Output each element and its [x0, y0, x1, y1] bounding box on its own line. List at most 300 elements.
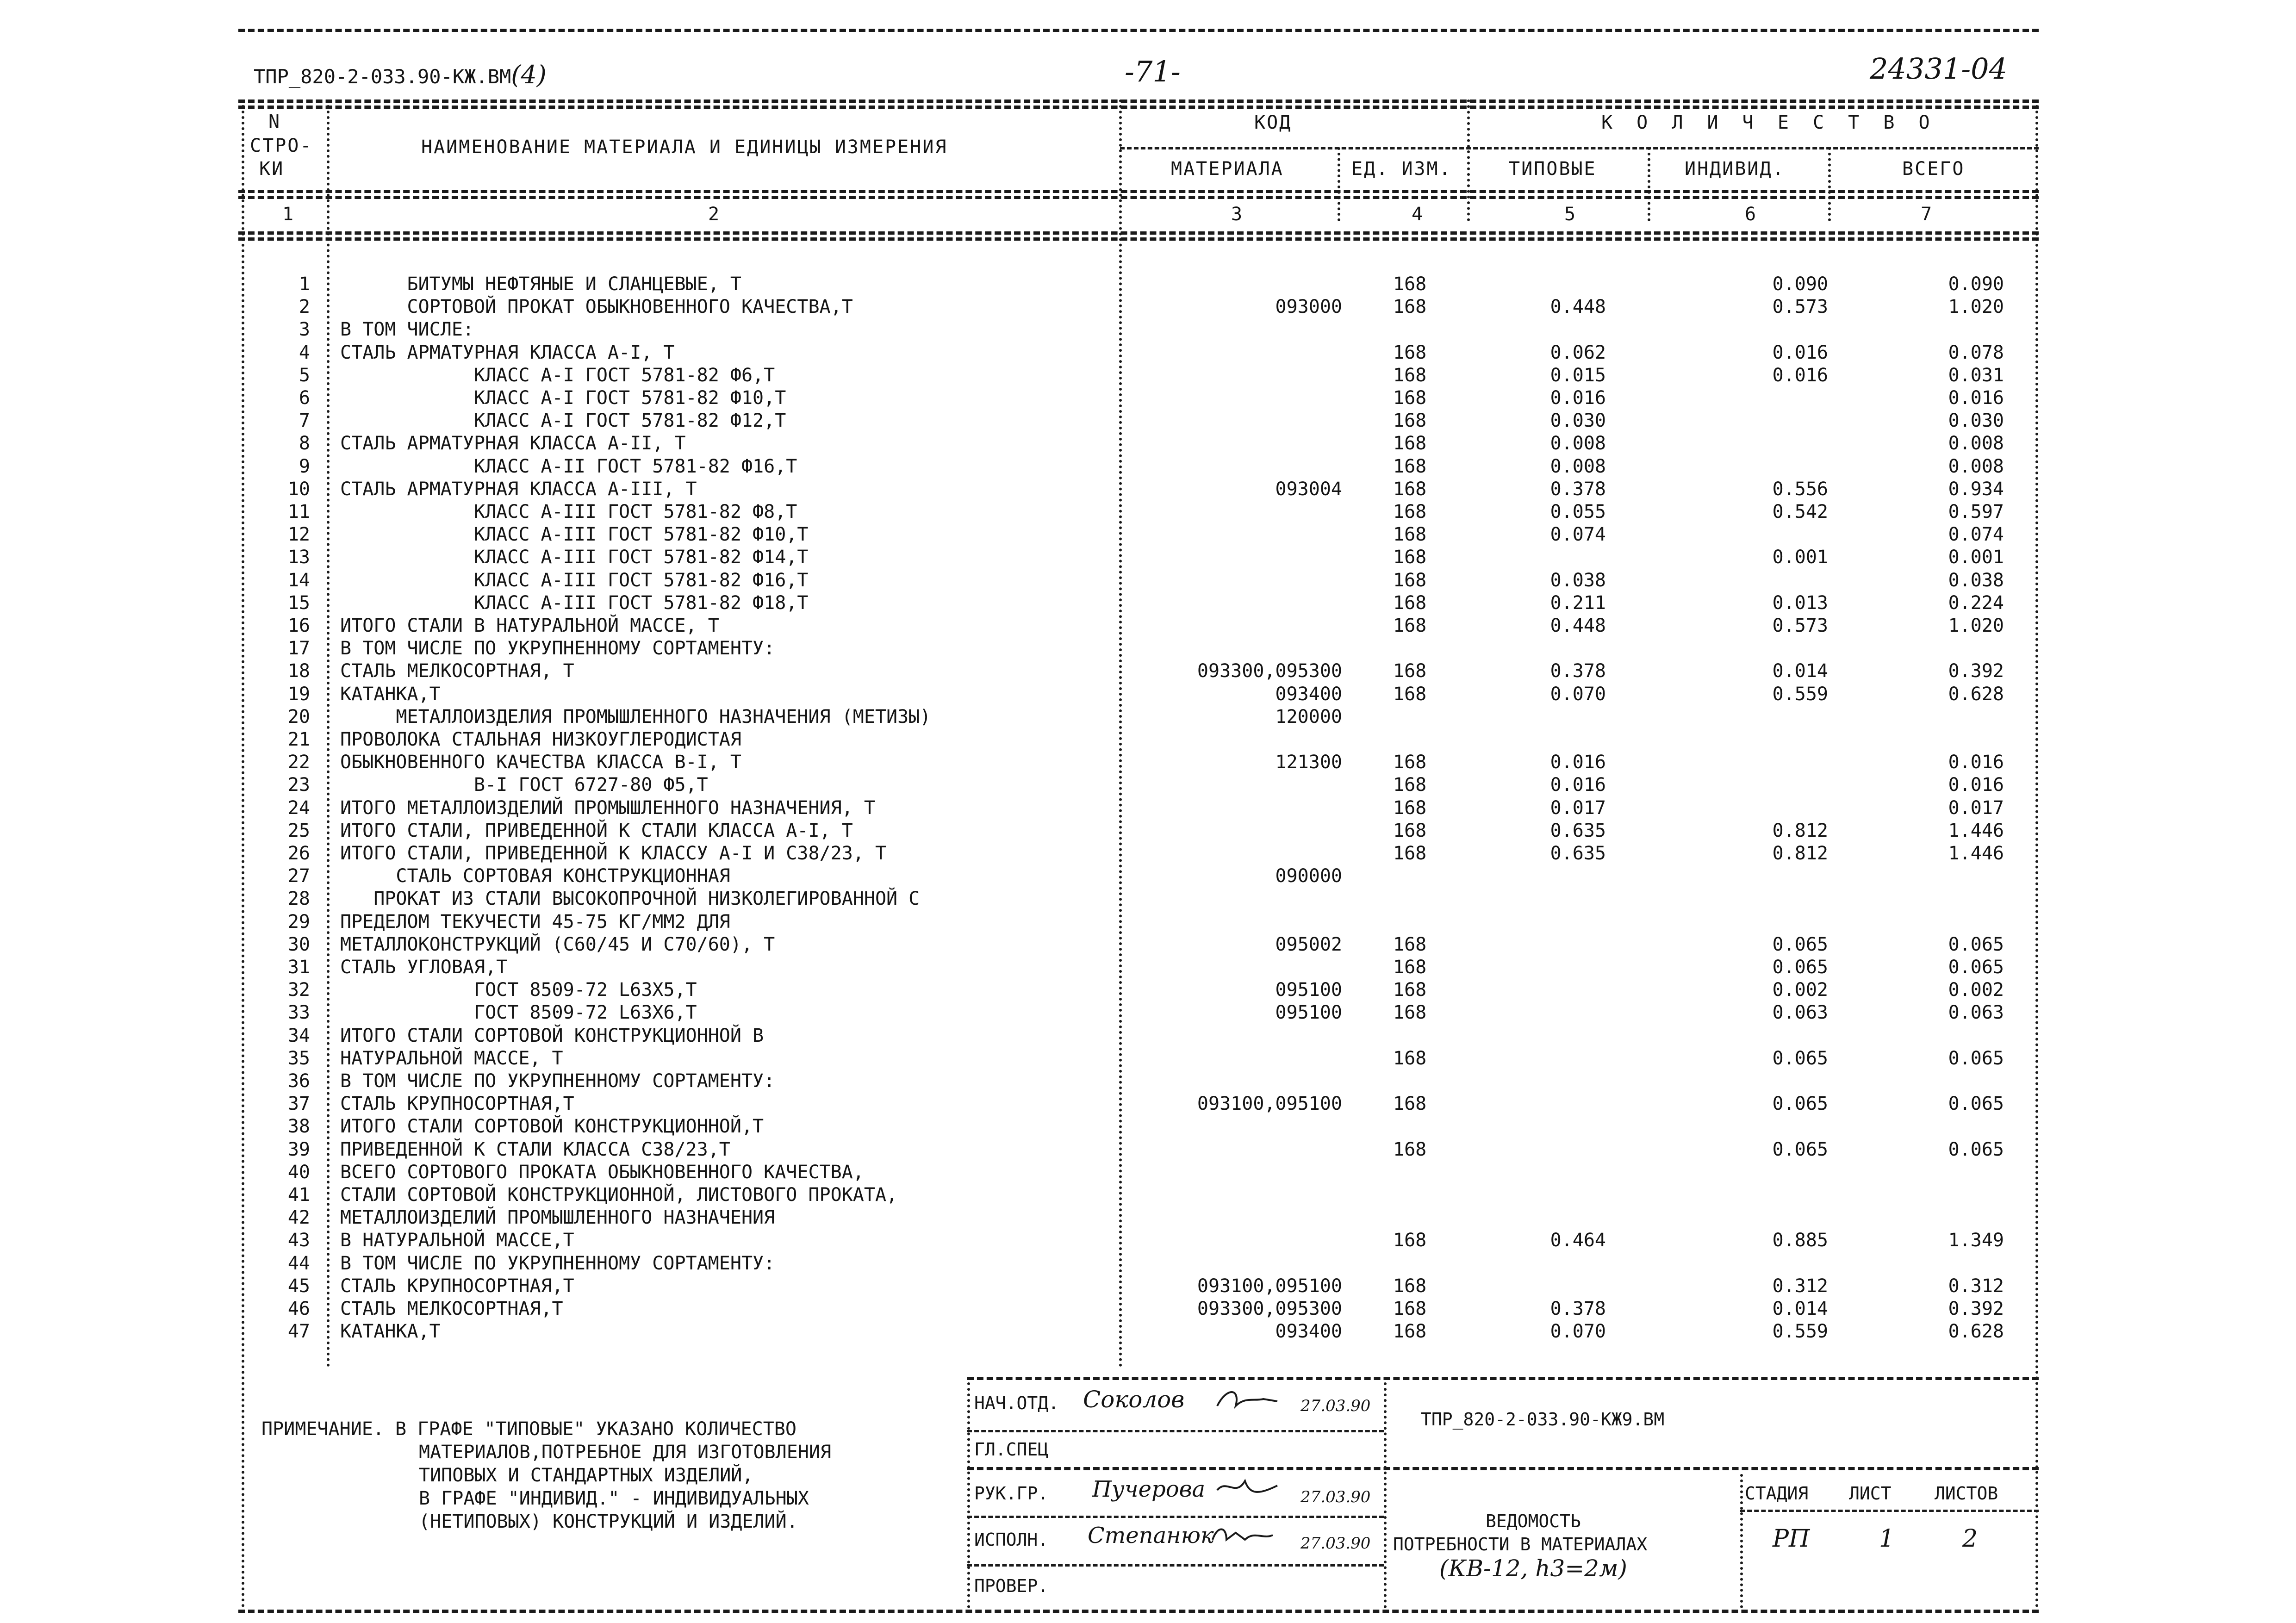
stamp-rule-top	[967, 1377, 2039, 1380]
row-material-name: СТАЛЬ МЕЛКОСОРТНАЯ, Т	[340, 660, 574, 682]
table-row	[0, 1025, 2296, 1047]
row-qty-typical: 0.008	[1550, 433, 1606, 454]
signature-2	[1213, 1476, 1282, 1499]
row-unit: 168	[1393, 433, 1427, 454]
table-row	[0, 911, 2296, 933]
row-material-name: ИТОГО СТАЛИ, ПРИВЕДЕННОЙ К КЛАССУ А-I И С38/23, Т	[340, 843, 887, 864]
row-number: 38	[287, 1116, 310, 1138]
row-number: 45	[287, 1275, 310, 1297]
row-material-name: КЛАСС А-III ГОСТ 5781-82 Ф16,Т	[340, 569, 809, 591]
row-number: 7	[299, 410, 310, 432]
col-num-1: 1	[282, 204, 295, 225]
table-row	[0, 296, 2296, 318]
row-unit: 168	[1393, 501, 1427, 522]
row-number: 26	[287, 843, 310, 864]
row-number: 18	[287, 660, 310, 682]
row-material-code: 090000	[1275, 865, 1342, 887]
col-num-6: 6	[1745, 204, 1758, 225]
stamp-ruk-gr-name: Пучерова	[1092, 1476, 1206, 1502]
col-qty-group: К О Л И Ч Е С Т В О	[1601, 112, 1936, 133]
table-row	[0, 797, 2296, 820]
row-number: 10	[287, 478, 310, 500]
row-qty-total: 0.016	[1948, 752, 2004, 773]
stamp-nach-otd-label: НАЧ.ОТД.	[974, 1393, 1059, 1413]
row-qty-total: 0.392	[1948, 1298, 2004, 1319]
header-mid-rule	[1120, 147, 2039, 149]
row-number: 29	[287, 911, 310, 933]
stamp-nach-otd-date: 27.03.90	[1300, 1397, 1371, 1415]
row-unit: 168	[1393, 364, 1427, 386]
note-line-4: В ГРАФЕ "ИНДИВИД." - ИНДИВИДУАЛЬНЫХ	[419, 1488, 809, 1509]
row-material-name: ОБЫКНОВЕННОГО КАЧЕСТВА КЛАССА В-I, Т	[340, 752, 741, 773]
row-material-name: КЛАСС А-III ГОСТ 5781-82 Ф14,Т	[340, 547, 809, 568]
row-qty-total: 0.001	[1948, 547, 2004, 568]
stamp-rule-1	[967, 1430, 1384, 1432]
col-individual-header: ИНДИВИД.	[1685, 158, 1785, 180]
row-material-code: 120000	[1275, 706, 1342, 728]
stamp-ruk-gr-date: 27.03.90	[1300, 1488, 1371, 1506]
row-unit: 168	[1393, 774, 1427, 796]
row-unit: 168	[1393, 615, 1427, 636]
row-qty-total: 0.597	[1948, 501, 2004, 522]
row-material-name: В ТОМ ЧИСЛЕ ПО УКРУПНЕННОМУ СОРТАМЕНТУ:	[340, 1252, 775, 1274]
row-number: 39	[287, 1138, 310, 1160]
stamp-sep-1	[1384, 1377, 1387, 1608]
col-total-header: ВСЕГО	[1902, 158, 1965, 180]
stamp-stage-value: РП	[1773, 1525, 1810, 1553]
row-material-code: 093400	[1275, 683, 1342, 705]
row-qty-individual: 0.542	[1772, 501, 1828, 522]
col-num-3: 3	[1231, 204, 1244, 225]
row-material-name: ИТОГО СТАЛИ, ПРИВЕДЕННОЙ К СТАЛИ КЛАССА А-I, Т	[340, 820, 853, 841]
stamp-sheet-label: ЛИСТ	[1849, 1483, 1892, 1504]
row-qty-total: 0.628	[1948, 683, 2004, 705]
stamp-ispoln-date: 27.03.90	[1300, 1534, 1371, 1553]
col-n-line2: СТРО-	[250, 135, 313, 156]
row-material-name: В ТОМ ЧИСЛЕ ПО УКРУПНЕННОМУ СОРТАМЕНТУ:	[340, 1070, 775, 1092]
row-unit: 168	[1393, 296, 1427, 318]
row-number: 16	[287, 615, 310, 636]
row-material-code: 093100,095100	[1197, 1275, 1342, 1297]
row-unit: 168	[1393, 797, 1427, 819]
stamp-rule-2	[967, 1467, 2039, 1470]
row-number: 3	[299, 319, 310, 341]
row-qty-typical: 0.030	[1550, 410, 1606, 432]
row-material-name: КЛАСС А-I ГОСТ 5781-82 Ф10,Т	[340, 387, 786, 409]
table-row	[0, 979, 2296, 1001]
row-qty-total: 0.065	[1948, 1138, 2004, 1160]
col-name-header: НАИМЕНОВАНИЕ МАТЕРИАЛА И ЕДИНИЦЫ ИЗМЕРЕНИЯ	[421, 137, 948, 158]
row-material-code: 093400	[1275, 1321, 1342, 1343]
row-qty-total: 0.002	[1948, 979, 2004, 1001]
table-row	[0, 410, 2296, 432]
table-row	[0, 660, 2296, 683]
row-qty-typical: 0.062	[1550, 342, 1606, 363]
row-number: 15	[287, 592, 310, 614]
table-row	[0, 1252, 2296, 1275]
archive-number: 24331-04	[1870, 52, 2008, 86]
row-number: 44	[287, 1252, 310, 1274]
col-n-line3: КИ	[259, 158, 285, 180]
stamp-rule-5	[967, 1564, 1384, 1567]
row-qty-individual: 0.063	[1772, 1002, 1828, 1024]
header-rule-top	[238, 99, 2039, 103]
row-material-code: 121300	[1275, 752, 1342, 773]
row-unit: 168	[1393, 1321, 1427, 1343]
bottom-rule	[238, 1610, 2039, 1613]
stamp-prover-label: ПРОВЕР.	[974, 1576, 1049, 1596]
row-qty-individual: 0.016	[1772, 364, 1828, 386]
row-unit: 168	[1393, 957, 1427, 978]
row-unit: 168	[1393, 1093, 1427, 1115]
stamp-sheet-value: 1	[1879, 1525, 1895, 1553]
stamp-gl-spec-label: ГЛ.СПЕЦ	[974, 1439, 1049, 1460]
row-qty-total: 0.065	[1948, 1093, 2004, 1115]
row-qty-total: 0.008	[1948, 455, 2004, 477]
table-row	[0, 523, 2296, 546]
col-typical-header: ТИПОВЫЕ	[1509, 158, 1597, 180]
signature-1	[1213, 1387, 1282, 1411]
row-material-name: ИТОГО СТАЛИ В НАТУРАЛЬНОЙ МАССЕ, Т	[340, 615, 719, 636]
row-material-name: СТАЛЬ МЕЛКОСОРТНАЯ,Т	[340, 1298, 563, 1319]
col-num-2: 2	[708, 204, 721, 225]
row-qty-total: 0.090	[1948, 274, 2004, 295]
row-unit: 168	[1393, 274, 1427, 295]
stamp-ispoln-name: Степанюк	[1088, 1523, 1214, 1548]
row-qty-individual: 0.559	[1772, 1321, 1828, 1343]
row-material-name: СТАЛЬ СОРТОВАЯ КОНСТРУКЦИОННАЯ	[340, 865, 730, 887]
col-code-header-bottom: МАТЕРИАЛА	[1171, 158, 1284, 180]
row-material-name: МЕТАЛЛОКОНСТРУКЦИЙ (С60/45 И С70/60), Т	[340, 933, 775, 955]
row-qty-typical: 0.635	[1550, 820, 1606, 841]
row-qty-typical: 0.038	[1550, 569, 1606, 591]
row-material-name: МЕТАЛЛОИЗДЕЛИЙ ПРОМЫШЛЕННОГО НАЗНАЧЕНИЯ	[340, 1207, 775, 1229]
row-material-name: ВСЕГО СОРТОВОГО ПРОКАТА ОБЫКНОВЕННОГО КАЧЕСТВА,	[340, 1161, 864, 1183]
stamp-left-border	[967, 1377, 970, 1608]
row-number: 36	[287, 1070, 310, 1092]
col-code-header-top: КОД	[1254, 112, 1292, 133]
row-qty-typical: 0.016	[1550, 387, 1606, 409]
stamp-ruk-gr-label: РУК.ГР.	[974, 1483, 1049, 1504]
table-row	[0, 956, 2296, 979]
row-qty-typical: 0.015	[1550, 364, 1606, 386]
row-material-name: ИТОГО СТАЛИ СОРТОВОЙ КОНСТРУКЦИОННОЙ В	[340, 1025, 764, 1046]
row-number: 17	[287, 638, 310, 659]
col-sep-unit	[1467, 99, 1470, 221]
row-material-name: В ТОМ ЧИСЛЕ ПО УКРУПНЕННОМУ СОРТАМЕНТУ:	[340, 638, 775, 659]
row-qty-typical: 0.074	[1550, 524, 1606, 546]
col-num-5: 5	[1564, 204, 1577, 225]
row-unit: 168	[1393, 1002, 1427, 1024]
row-qty-typical: 0.378	[1550, 660, 1606, 682]
row-qty-total: 0.628	[1948, 1321, 2004, 1343]
table-row	[0, 728, 2296, 751]
row-qty-typical: 0.070	[1550, 683, 1606, 705]
row-qty-total: 0.016	[1948, 387, 2004, 409]
row-material-name: СТАЛЬ УГЛОВАЯ,Т	[340, 957, 508, 978]
row-number: 6	[299, 387, 310, 409]
row-unit: 168	[1393, 979, 1427, 1001]
stamp-sep-2	[1740, 1474, 1743, 1608]
row-unit: 168	[1393, 524, 1427, 546]
row-qty-total: 0.065	[1948, 957, 2004, 978]
row-material-name: СТАЛЬ АРМАТУРНАЯ КЛАССА А-I, Т	[340, 342, 675, 363]
row-qty-total: 0.934	[1948, 478, 2004, 500]
row-material-name: КЛАСС А-III ГОСТ 5781-82 Ф18,Т	[340, 592, 809, 614]
table-row	[0, 637, 2296, 660]
row-qty-typical: 0.635	[1550, 843, 1606, 864]
table-row	[0, 1320, 2296, 1343]
col-sep-code	[1338, 147, 1340, 221]
table-row	[0, 1298, 2296, 1320]
table-row	[0, 455, 2296, 478]
row-qty-total: 0.065	[1948, 933, 2004, 955]
row-qty-total: 0.392	[1948, 660, 2004, 682]
row-qty-individual: 0.559	[1772, 683, 1828, 705]
row-qty-typical: 0.378	[1550, 478, 1606, 500]
doc-code: ТПР_820-2-033.90-КЖ.ВМ(4)	[254, 60, 547, 89]
row-material-name: СТАЛЬ КРУПНОСОРТНАЯ,Т	[340, 1275, 574, 1297]
row-number: 13	[287, 547, 310, 568]
row-qty-total: 0.078	[1948, 342, 2004, 363]
row-unit: 168	[1393, 752, 1427, 773]
table-row	[0, 1001, 2296, 1024]
row-qty-total: 0.031	[1948, 364, 2004, 386]
stamp-rule-3	[1740, 1510, 2039, 1512]
row-material-name: СТАЛИ СОРТОВОЙ КОНСТРУКЦИОННОЙ, ЛИСТОВОГО ПРОКАТА,	[340, 1184, 898, 1206]
row-qty-typical: 0.378	[1550, 1298, 1606, 1319]
table-row	[0, 318, 2296, 341]
note-line-5: (НЕТИПОВЫХ) КОНСТРУКЦИЙ И ИЗДЕЛИЙ.	[419, 1511, 798, 1532]
row-material-name: НАТУРАЛЬНОЙ МАССЕ, Т	[340, 1047, 563, 1069]
table-row	[0, 865, 2296, 888]
row-unit: 168	[1393, 547, 1427, 568]
row-number: 12	[287, 524, 310, 546]
row-qty-total: 1.446	[1948, 843, 2004, 864]
table-row	[0, 387, 2296, 410]
row-material-name: СОРТОВОЙ ПРОКАТ ОБЫКНОВЕННОГО КАЧЕСТВА,Т	[340, 296, 853, 318]
row-qty-individual: 0.002	[1772, 979, 1828, 1001]
table-row	[0, 592, 2296, 615]
row-qty-individual: 0.812	[1772, 843, 1828, 864]
row-number: 42	[287, 1207, 310, 1229]
row-qty-individual: 0.001	[1772, 547, 1828, 568]
header-rule-mid	[238, 190, 2039, 193]
table-row	[0, 706, 2296, 728]
row-material-name: МЕТАЛЛОИЗДЕЛИЯ ПРОМЫШЛЕННОГО НАЗНАЧЕНИЯ (МЕТИЗЫ)	[340, 706, 931, 728]
row-number: 41	[287, 1184, 310, 1206]
header-rule-top-2	[238, 106, 2039, 109]
row-qty-individual: 0.312	[1772, 1275, 1828, 1297]
header-rule-bottom	[238, 231, 2039, 235]
row-number: 40	[287, 1161, 310, 1183]
row-qty-total: 0.038	[1948, 569, 2004, 591]
row-number: 19	[287, 683, 310, 705]
col-unit-header: ЕД. ИЗМ.	[1351, 158, 1452, 180]
row-qty-individual: 0.812	[1772, 820, 1828, 841]
table-row	[0, 569, 2296, 592]
stamp-title-line-1: ВЕДОМОСТЬ	[1486, 1511, 1581, 1531]
row-qty-individual: 0.556	[1772, 478, 1828, 500]
row-qty-typical: 0.448	[1550, 615, 1606, 636]
row-qty-typical: 0.008	[1550, 455, 1606, 477]
row-number: 23	[287, 774, 310, 796]
table-row	[0, 364, 2296, 387]
row-qty-individual: 0.065	[1772, 1047, 1828, 1069]
stamp-sheets-label: ЛИСТОВ	[1935, 1483, 1998, 1504]
table-row	[0, 820, 2296, 842]
row-material-name: СТАЛЬ КРУПНОСОРТНАЯ,Т	[340, 1093, 574, 1115]
row-material-name: КЛАСС А-I ГОСТ 5781-82 Ф6,Т	[340, 364, 775, 386]
table-row	[0, 1115, 2296, 1138]
stamp-sheets-value: 2	[1962, 1525, 1978, 1553]
row-qty-individual: 0.065	[1772, 1093, 1828, 1115]
row-unit: 168	[1393, 683, 1427, 705]
row-qty-total: 0.016	[1948, 774, 2004, 796]
row-material-name: КЛАСС А-I ГОСТ 5781-82 Ф12,Т	[340, 410, 786, 432]
table-row	[0, 842, 2296, 865]
row-number: 9	[299, 455, 310, 477]
stamp-ispoln-label: ИСПОЛН.	[974, 1530, 1049, 1550]
row-qty-typical: 0.448	[1550, 296, 1606, 318]
row-qty-individual: 0.016	[1772, 342, 1828, 363]
col-sep-ind	[1828, 147, 1831, 221]
table-row	[0, 1138, 2296, 1161]
row-material-code: 093004	[1275, 478, 1342, 500]
row-qty-individual: 0.573	[1772, 615, 1828, 636]
note-line-1: ПРИМЕЧАНИЕ. В ГРАФЕ "ТИПОВЫЕ" УКАЗАНО КОЛИЧЕСТВО	[261, 1418, 796, 1440]
row-qty-total: 0.312	[1948, 1275, 2004, 1297]
table-row	[0, 432, 2296, 455]
row-material-name: ПРЕДЕЛОМ ТЕКУЧЕСТИ 45-75 КГ/ММ2 ДЛЯ	[340, 911, 730, 933]
row-unit: 168	[1393, 1298, 1427, 1319]
table-row	[0, 1184, 2296, 1206]
col-sep-typ	[1648, 147, 1650, 221]
row-qty-individual: 0.090	[1772, 274, 1828, 295]
row-material-name: ГОСТ 8509-72 L63Х5,Т	[340, 979, 697, 1001]
row-number: 11	[287, 501, 310, 522]
row-material-name: В ТОМ ЧИСЛЕ:	[340, 319, 474, 341]
row-material-code: 095100	[1275, 979, 1342, 1001]
row-material-name: ИТОГО МЕТАЛЛОИЗДЕЛИЙ ПРОМЫШЛЕННОГО НАЗНАЧЕНИЯ, Т	[340, 797, 875, 819]
row-number: 33	[287, 1002, 310, 1024]
row-material-name: ИТОГО СТАЛИ СОРТОВОЙ КОНСТРУКЦИОННОЙ,Т	[340, 1116, 764, 1138]
row-qty-individual: 0.573	[1772, 296, 1828, 318]
col-num-4: 4	[1412, 204, 1425, 225]
row-unit: 168	[1393, 933, 1427, 955]
stamp-title-line-2: ПОТРЕБНОСТИ В МАТЕРИАЛАХ	[1393, 1534, 1648, 1555]
row-unit: 168	[1393, 1138, 1427, 1160]
row-qty-total: 1.446	[1948, 820, 2004, 841]
table-row	[0, 478, 2296, 501]
header-rule-mid-2	[238, 196, 2039, 199]
row-qty-individual: 0.014	[1772, 660, 1828, 682]
row-qty-total: 0.008	[1948, 433, 2004, 454]
header-rule-bottom-2	[238, 237, 2039, 241]
row-number: 25	[287, 820, 310, 841]
row-number: 2	[299, 296, 310, 318]
row-material-name: БИТУМЫ НЕФТЯНЫЕ И СЛАНЦЕВЫЕ, Т	[340, 274, 741, 295]
row-unit: 168	[1393, 820, 1427, 841]
stamp-doc-code: ТПР_820-2-033.90-КЖ9.ВМ	[1421, 1409, 1665, 1430]
row-number: 37	[287, 1093, 310, 1115]
row-number: 35	[287, 1047, 310, 1069]
row-material-name: ПРОВОЛОКА СТАЛЬНАЯ НИЗКОУГЛЕРОДИСТАЯ	[340, 729, 741, 750]
row-qty-individual: 0.065	[1772, 957, 1828, 978]
row-material-name: ГОСТ 8509-72 L63Х6,Т	[340, 1002, 697, 1024]
row-qty-typical: 0.055	[1550, 501, 1606, 522]
row-qty-individual: 0.014	[1772, 1298, 1828, 1319]
row-qty-total: 0.224	[1948, 592, 2004, 614]
row-number: 4	[299, 342, 310, 363]
row-material-code: 093300,095300	[1197, 1298, 1342, 1319]
table-row	[0, 1093, 2296, 1115]
row-material-name: КАТАНКА,Т	[340, 1321, 441, 1343]
col-num-7: 7	[1921, 204, 1934, 225]
row-qty-total: 1.020	[1948, 615, 2004, 636]
row-unit: 168	[1393, 592, 1427, 614]
row-number: 20	[287, 706, 310, 728]
row-qty-typical: 0.070	[1550, 1321, 1606, 1343]
row-number: 22	[287, 752, 310, 773]
table-row	[0, 273, 2296, 296]
row-number: 31	[287, 957, 310, 978]
row-material-name: В-I ГОСТ 6727-80 Ф5,Т	[340, 774, 708, 796]
row-qty-typical: 0.017	[1550, 797, 1606, 819]
row-material-code: 095100	[1275, 1002, 1342, 1024]
row-material-code: 093300,095300	[1197, 660, 1342, 682]
row-qty-typical: 0.211	[1550, 592, 1606, 614]
row-material-code: 093000	[1275, 296, 1342, 318]
row-material-name: СТАЛЬ АРМАТУРНАЯ КЛАССА А-II, Т	[340, 433, 686, 454]
table-row	[0, 1161, 2296, 1184]
table-row	[0, 546, 2296, 569]
row-unit: 168	[1393, 387, 1427, 409]
row-material-code: 093100,095100	[1197, 1093, 1342, 1115]
row-qty-total: 0.074	[1948, 524, 2004, 546]
row-material-name: ПРОКАТ ИЗ СТАЛИ ВЫСОКОПРОЧНОЙ НИЗКОЛЕГИРОВАННОЙ С	[340, 888, 920, 910]
row-number: 43	[287, 1230, 310, 1251]
table-row	[0, 1070, 2296, 1093]
row-qty-typical: 0.016	[1550, 774, 1606, 796]
row-number: 1	[299, 274, 310, 295]
row-qty-total: 1.020	[1948, 296, 2004, 318]
row-number: 30	[287, 933, 310, 955]
row-unit: 168	[1393, 455, 1427, 477]
row-number: 8	[299, 433, 310, 454]
table-row	[0, 751, 2296, 774]
table-row	[0, 342, 2296, 364]
row-material-name: КЛАСС А-III ГОСТ 5781-82 Ф10,Т	[340, 524, 809, 546]
row-qty-individual: 0.013	[1772, 592, 1828, 614]
table-row	[0, 774, 2296, 796]
row-number: 32	[287, 979, 310, 1001]
table-row	[0, 1275, 2296, 1298]
table-row	[0, 1206, 2296, 1229]
page-number: -71-	[1125, 55, 1181, 88]
row-qty-typical: 0.016	[1550, 752, 1606, 773]
stamp-stage-label: СТАДИЯ	[1745, 1483, 1809, 1504]
note-line-2: МАТЕРИАЛОВ,ПОТРЕБНОЕ ДЛЯ ИЗГОТОВЛЕНИЯ	[419, 1442, 832, 1463]
row-unit: 168	[1393, 569, 1427, 591]
top-rule	[238, 29, 2039, 32]
row-number: 21	[287, 729, 310, 750]
row-unit: 168	[1393, 660, 1427, 682]
row-number: 46	[287, 1298, 310, 1319]
note-line-3: ТИПОВЫХ И СТАНДАРТНЫХ ИЗДЕЛИЙ,	[419, 1465, 753, 1486]
row-qty-total: 0.063	[1948, 1002, 2004, 1024]
row-unit: 168	[1393, 843, 1427, 864]
